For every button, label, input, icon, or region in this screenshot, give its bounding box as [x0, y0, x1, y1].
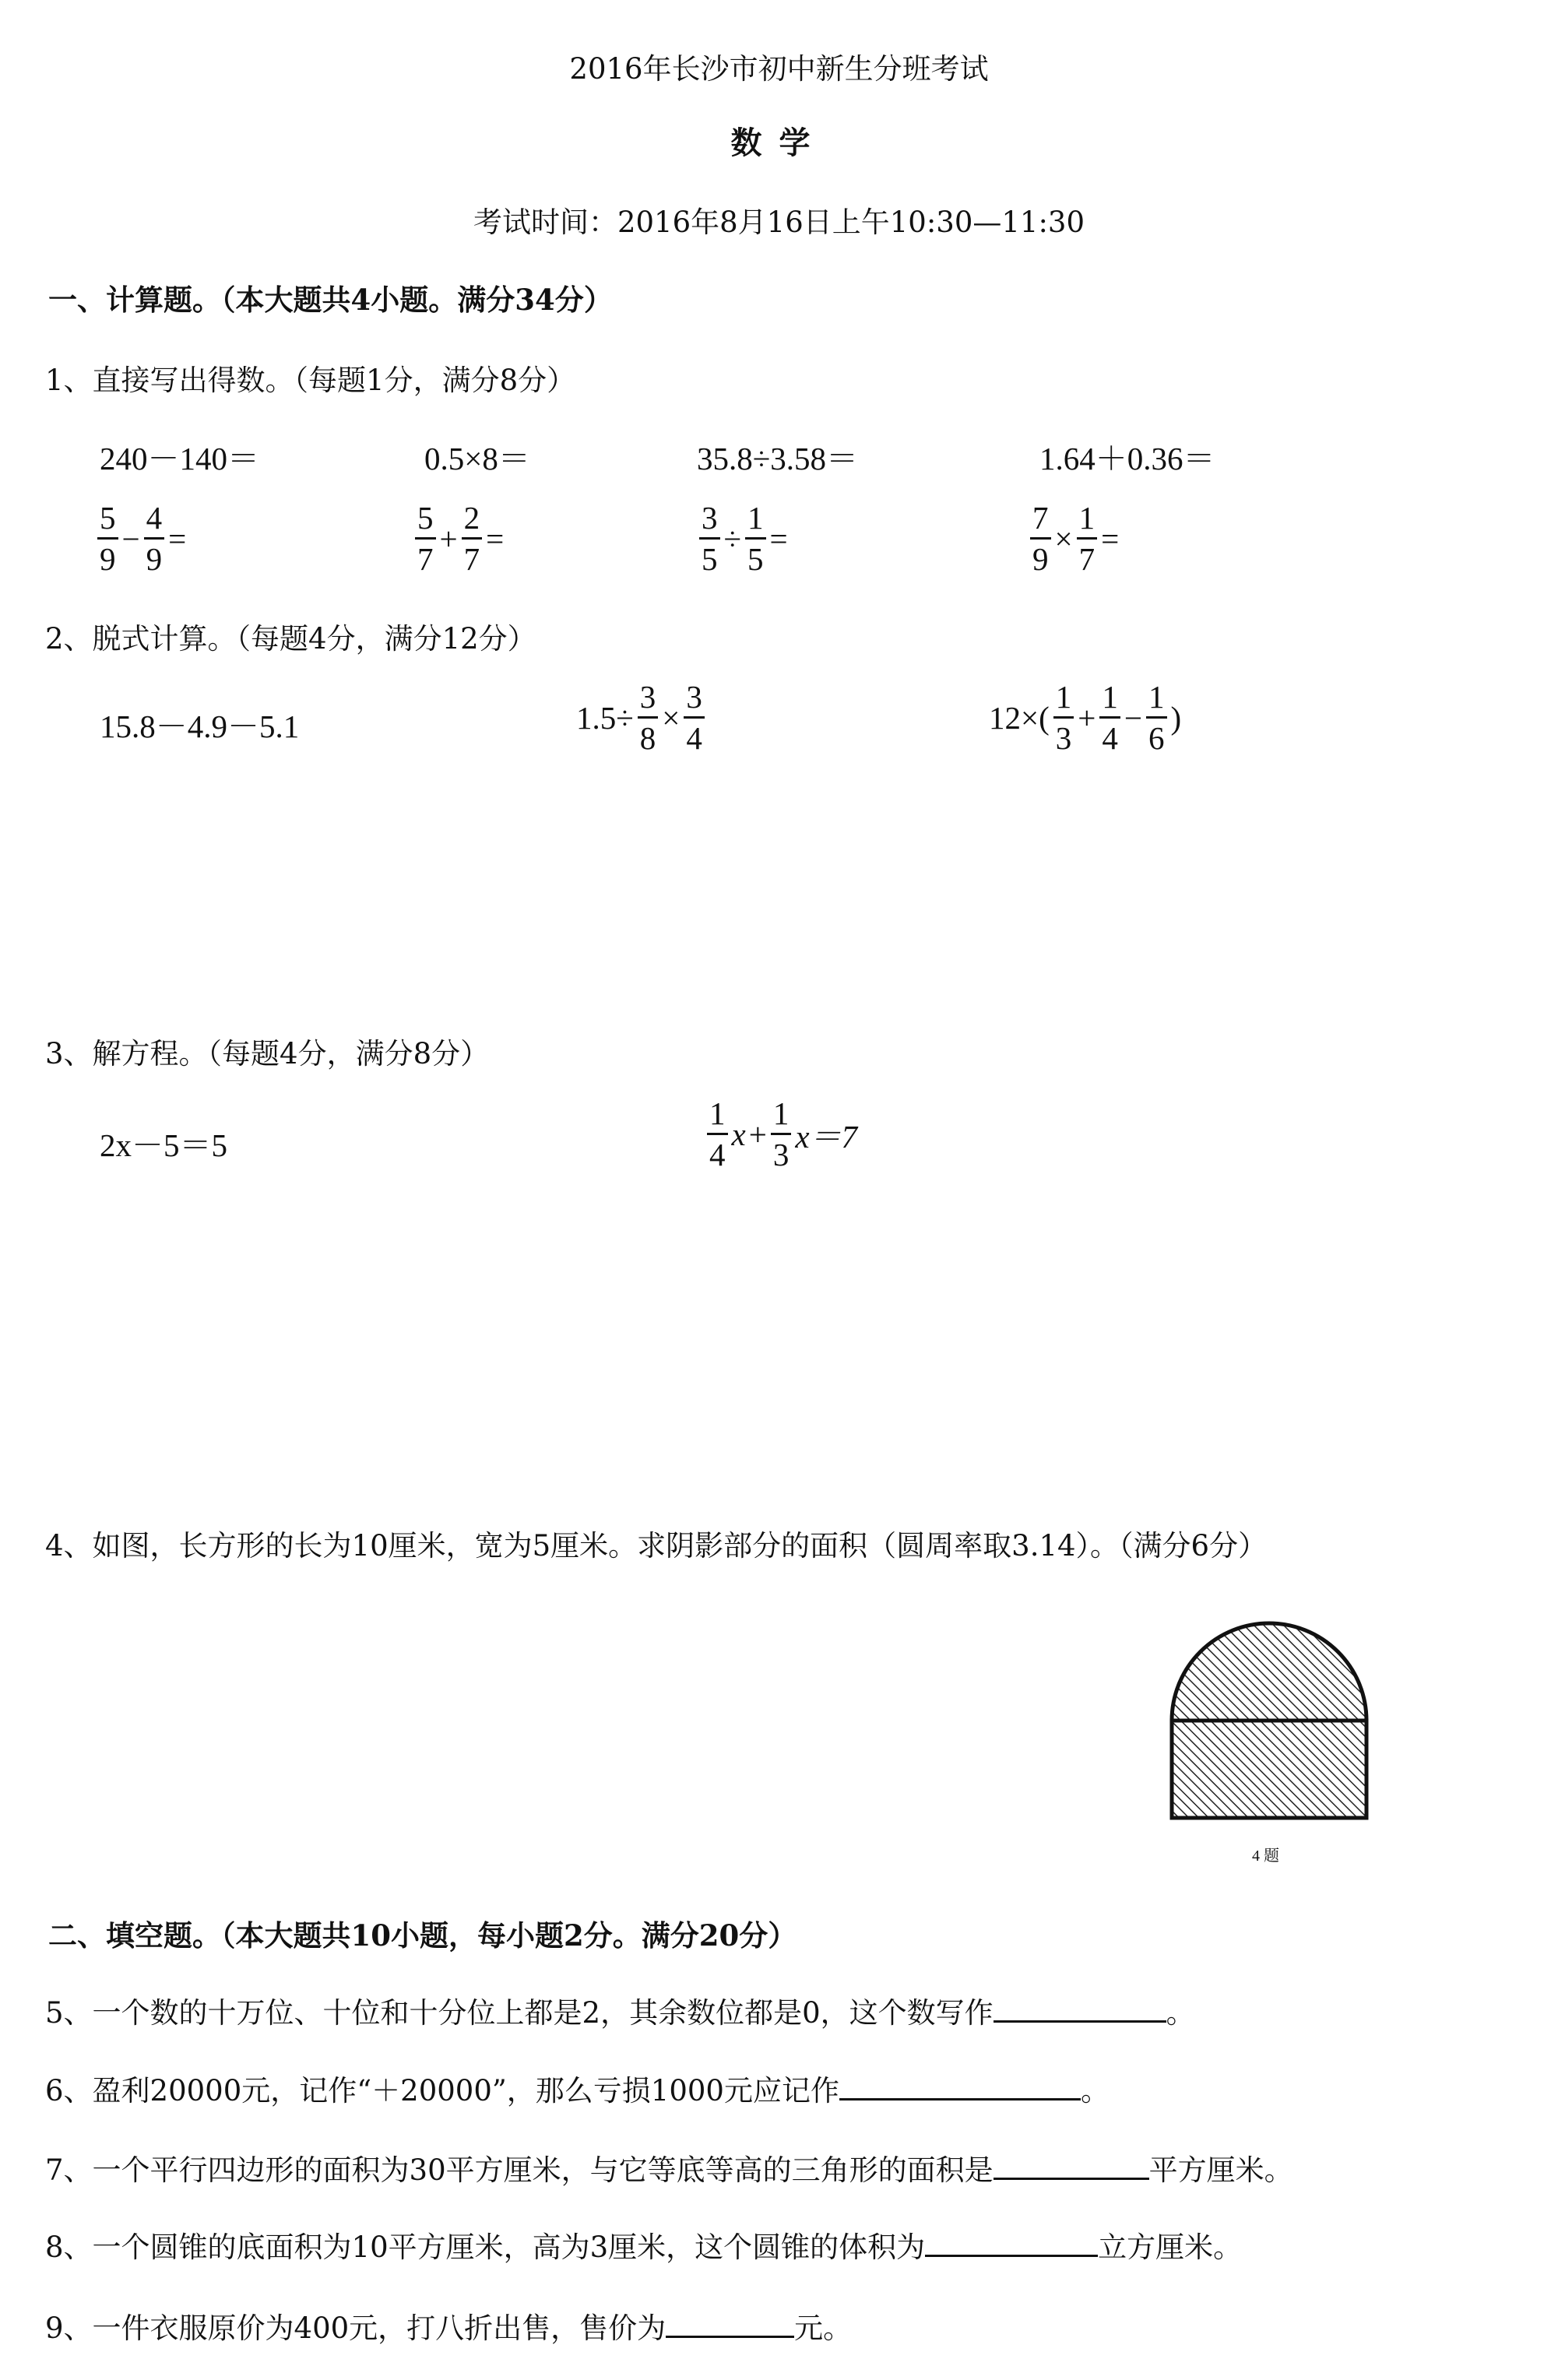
q2-expr-2: 1.5÷ $\frac{3}{8}$ × $\frac{3}{4}$	[575, 677, 707, 758]
fraction: $\frac{5}{9}$	[97, 498, 118, 578]
q1-item-6: $\frac{5}{7}$ + $\frac{2}{7}$ =	[413, 498, 505, 578]
q3-equation-1: 2x－5＝5	[100, 1127, 227, 1163]
fraction: $\frac{1}{3}$	[1053, 677, 1074, 758]
q1-item-2: 0.5×8＝	[424, 441, 530, 476]
q9-line: 9、一件衣服原价为400元，打八折出售，售价为 元。	[45, 2311, 853, 2345]
q1-item-4: 1.64＋0.36＝	[1039, 441, 1215, 476]
fraction: $\frac{1}{3}$	[771, 1094, 792, 1174]
answer-blank[interactable]	[666, 2312, 794, 2338]
fraction: $\frac{1}{6}$	[1146, 677, 1167, 758]
rectangle-shape	[1172, 1721, 1366, 1818]
answer-blank[interactable]	[994, 2154, 1149, 2180]
q4-figure	[1160, 1612, 1386, 1868]
exam-time: 考试时间：2016年8月16日上午10:30—11:30	[473, 206, 1085, 239]
section1-heading: 一、计算题。（本大题共4小题。满分34分）	[48, 283, 613, 317]
fraction: $\frac{1}{5}$	[745, 498, 766, 578]
figure-caption: 4 题	[1252, 1847, 1279, 1865]
q3-prompt: 3、解方程。（每题4分，满分8分）	[45, 1037, 490, 1070]
q7-line: 7、一个平行四边形的面积为30平方厘米，与它等底等高的三角形的面积是 平方厘米。	[45, 2153, 1293, 2187]
q4-prompt: 4、如图，长方形的长为10厘米，宽为5厘米。求阴影部分的面积（圆周率取3.14）。（满分6分）	[45, 1529, 1268, 1563]
section2-heading: 二、填空题。（本大题共10小题，每小题2分。满分20分）	[48, 1918, 797, 1953]
q1-item-8: $\frac{7}{9}$ × $\frac{1}{7}$ =	[1028, 498, 1120, 578]
answer-blank[interactable]	[839, 2075, 1081, 2101]
fraction: $\frac{3}{8}$	[638, 677, 659, 758]
fraction: $\frac{1}{7}$	[1077, 498, 1098, 578]
fraction: $\frac{7}{9}$	[1030, 498, 1051, 578]
q2-expr-1: 15.8－4.9－5.1	[100, 708, 300, 744]
q1-item-1: 240－140＝	[100, 441, 259, 476]
q1-prompt: 1、直接写出得数。（每题1分，满分8分）	[45, 364, 576, 397]
q1-item-5: $\frac{5}{9}$ − $\frac{4}{9}$ =	[95, 498, 188, 578]
answer-blank[interactable]	[925, 2231, 1098, 2257]
fraction: $\frac{3}{5}$	[699, 498, 720, 578]
q3-equation-2: $\frac{1}{4}$ x+ $\frac{1}{3}$ x＝7	[705, 1094, 859, 1174]
exam-title: 2016年长沙市初中新生分班考试	[569, 52, 989, 86]
fraction: $\frac{4}{9}$	[144, 498, 165, 578]
fraction: $\frac{1}{4}$	[707, 1094, 728, 1174]
q1-item-3: 35.8÷3.58＝	[697, 441, 859, 476]
fraction: $\frac{2}{7}$	[462, 498, 483, 578]
q1-item-7: $\frac{3}{5}$ ÷ $\frac{1}{5}$ =	[697, 498, 790, 578]
answer-blank[interactable]	[994, 1997, 1166, 2023]
fraction: $\frac{5}{7}$	[415, 498, 436, 578]
q6-line: 6、盈利20000元，记作“＋20000”，那么亏损1000元应记作 。	[45, 2074, 1110, 2108]
q2-expr-3: 12×( $\frac{1}{3}$ + $\frac{1}{4}$ − $\frac{1}{6}$ )	[989, 679, 1182, 756]
fraction: $\frac{3}{4}$	[684, 677, 705, 758]
semicircle-shape	[1172, 1623, 1366, 1721]
q5-line: 5、一个数的十万位、十位和十分位上都是2，其余数位都是0，这个数写作 。	[45, 1996, 1195, 2030]
q2-prompt: 2、脱式计算。（每题4分，满分12分）	[45, 622, 536, 656]
subject-title: 数学	[730, 125, 828, 161]
q8-line: 8、一个圆锥的底面积为10平方厘米，高为3厘米，这个圆锥的体积为 立方厘米。	[45, 2231, 1243, 2264]
fraction: $\frac{1}{4}$	[1099, 677, 1120, 758]
